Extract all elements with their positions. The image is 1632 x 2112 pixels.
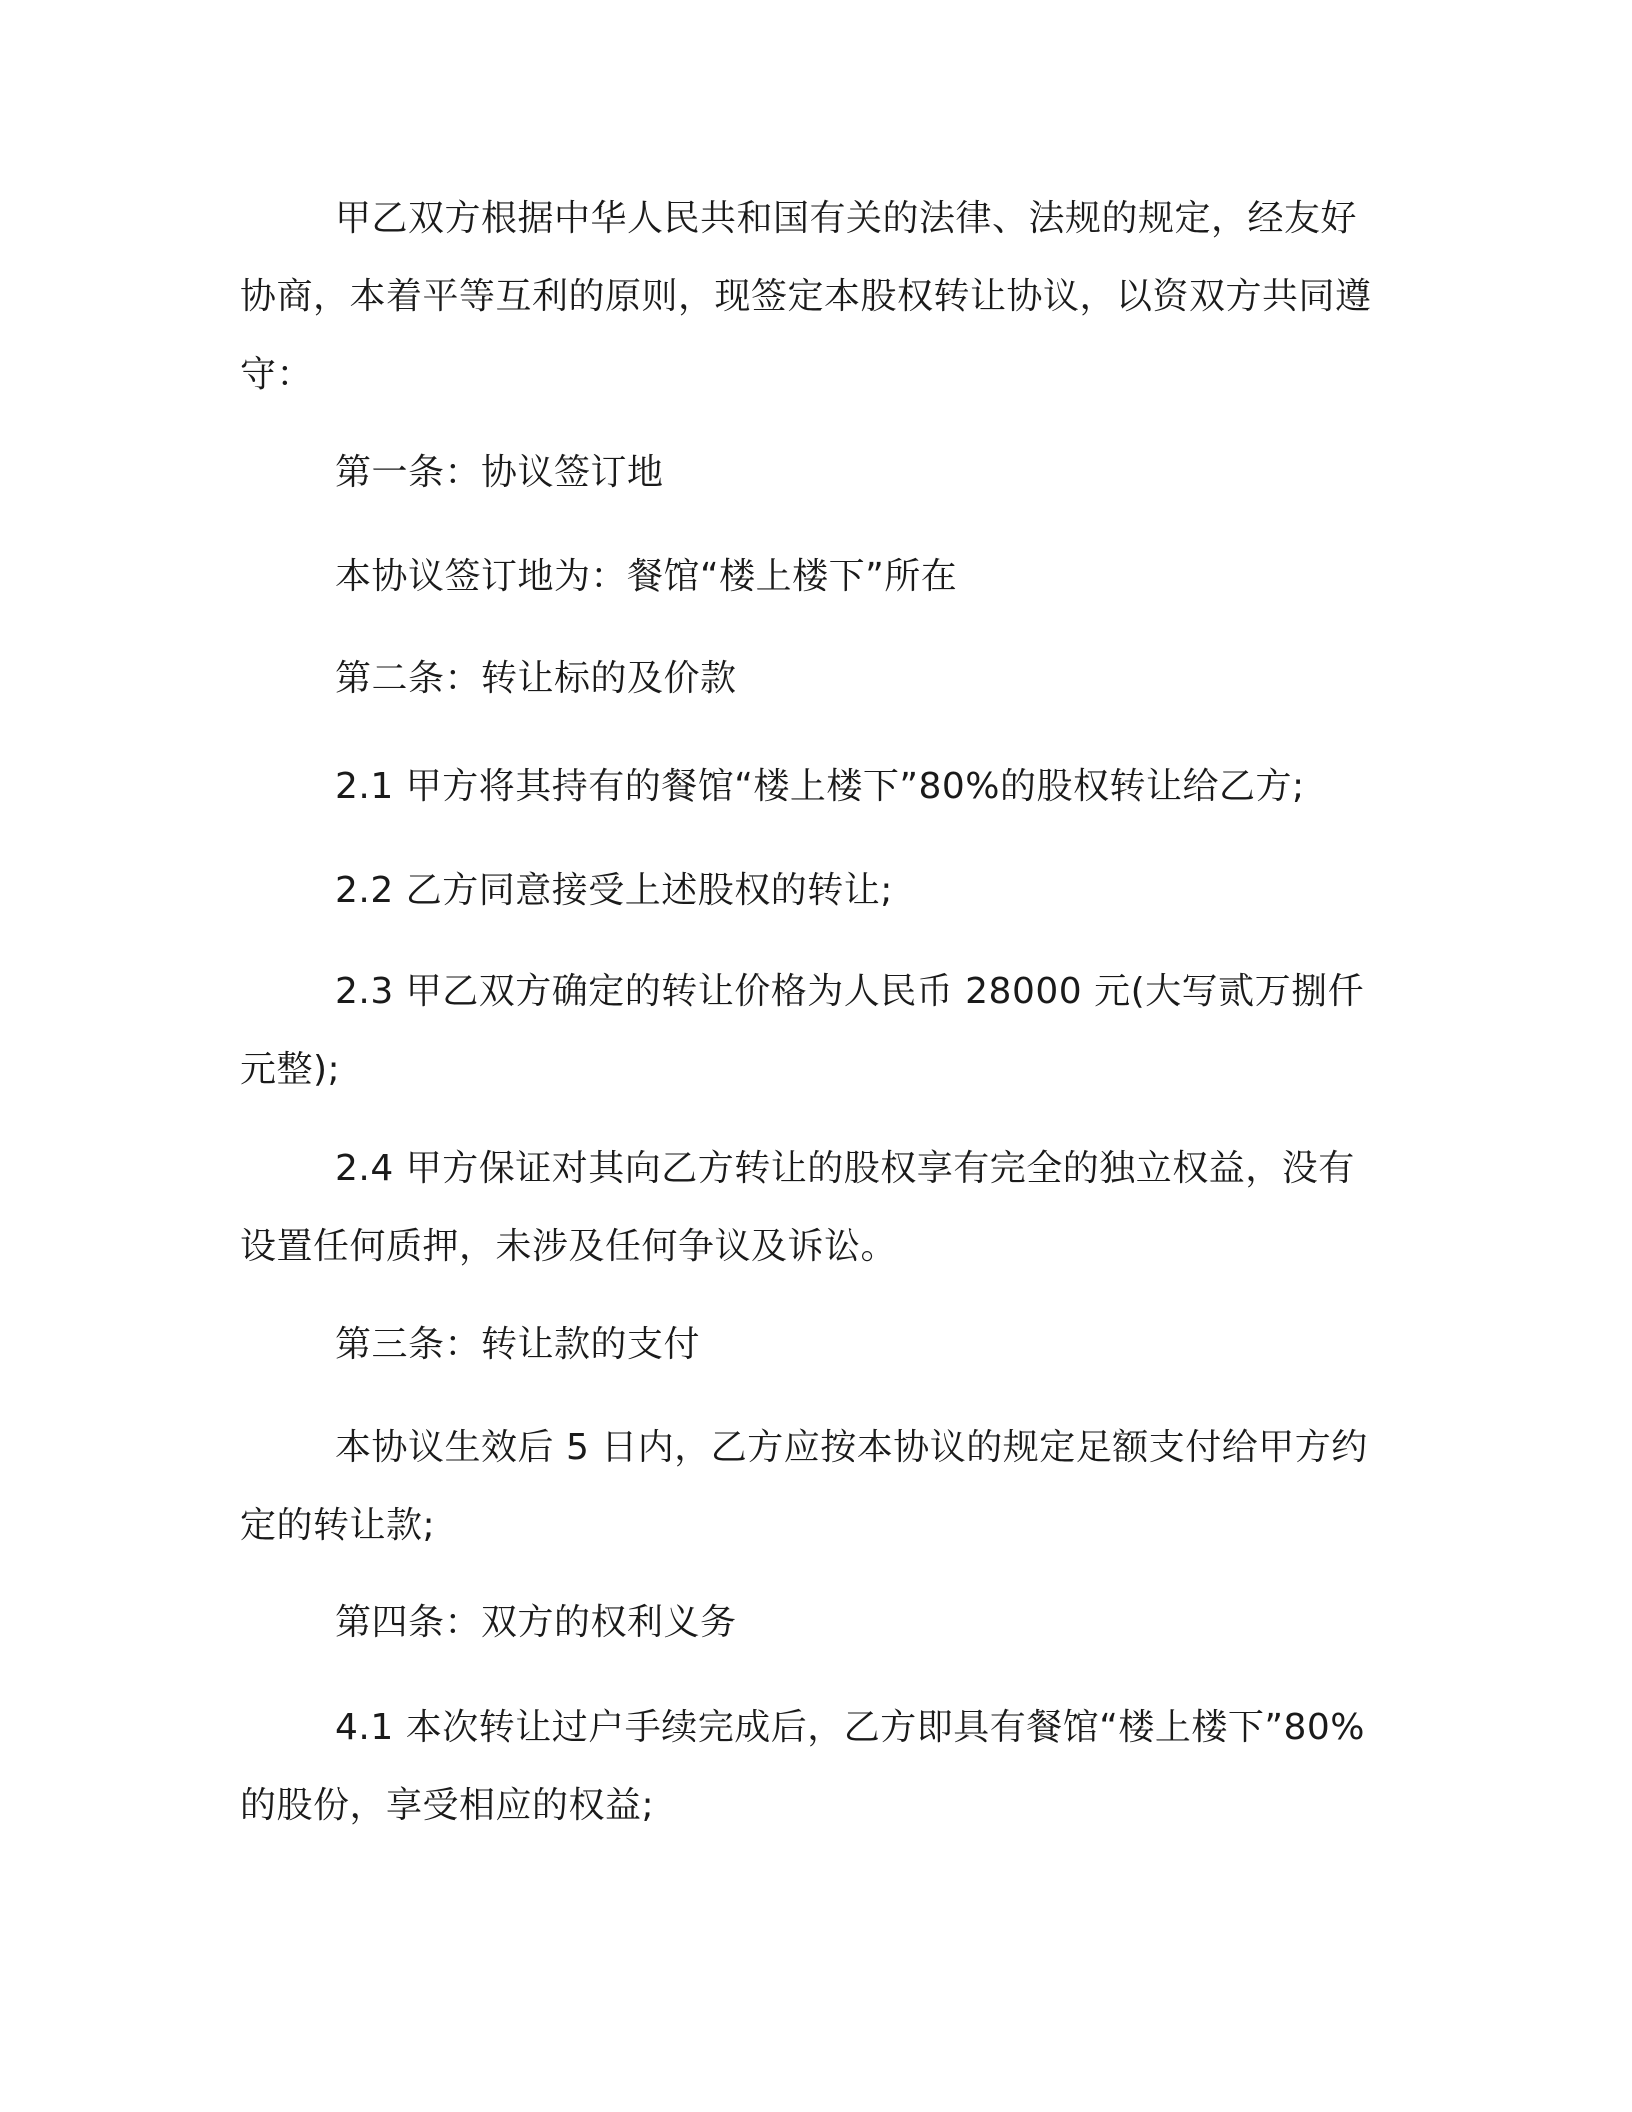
article-2-heading: 第二条：转让标的及价款 bbox=[335, 658, 737, 699]
clause-2-3: 2.3 甲乙双方确定的转让价格为人民币 28000 元(大写贰万捌仟元整); bbox=[240, 971, 1365, 1090]
signing-location-paragraph: 本协议签订地为：餐馆“楼上楼下”所在 bbox=[335, 556, 958, 597]
article-4-heading: 第四条：双方的权利义务 bbox=[335, 1602, 737, 1643]
article-1-heading: 第一条：协议签订地 bbox=[335, 452, 664, 493]
clause-2-1: 2.1 甲方将其持有的餐馆“楼上楼下”80%的股权转让给乙方; bbox=[335, 766, 1305, 807]
clause-2-2: 2.2 乙方同意接受上述股权的转让; bbox=[335, 870, 893, 911]
clause-4-1: 4.1 本次转让过户手续完成后，乙方即具有餐馆“楼上楼下”80%的股份，享受相应的权益; bbox=[240, 1707, 1366, 1826]
clause-2-4: 2.4 甲方保证对其向乙方转让的股权享有完全的独立权益，没有设置任何质押，未涉及任何争议及诉讼。 bbox=[240, 1148, 1355, 1267]
intro-paragraph: 甲乙双方根据中华人民共和国有关的法律、法规的规定，经友好协商，本着平等互利的原则，现签定本股权转让协议，以资双方共同遵守： bbox=[240, 198, 1372, 395]
article-3-heading: 第三条：转让款的支付 bbox=[335, 1324, 701, 1365]
payment-paragraph: 本协议生效后 5 日内，乙方应按本协议的规定足额支付给甲方约定的转让款; bbox=[240, 1427, 1368, 1546]
